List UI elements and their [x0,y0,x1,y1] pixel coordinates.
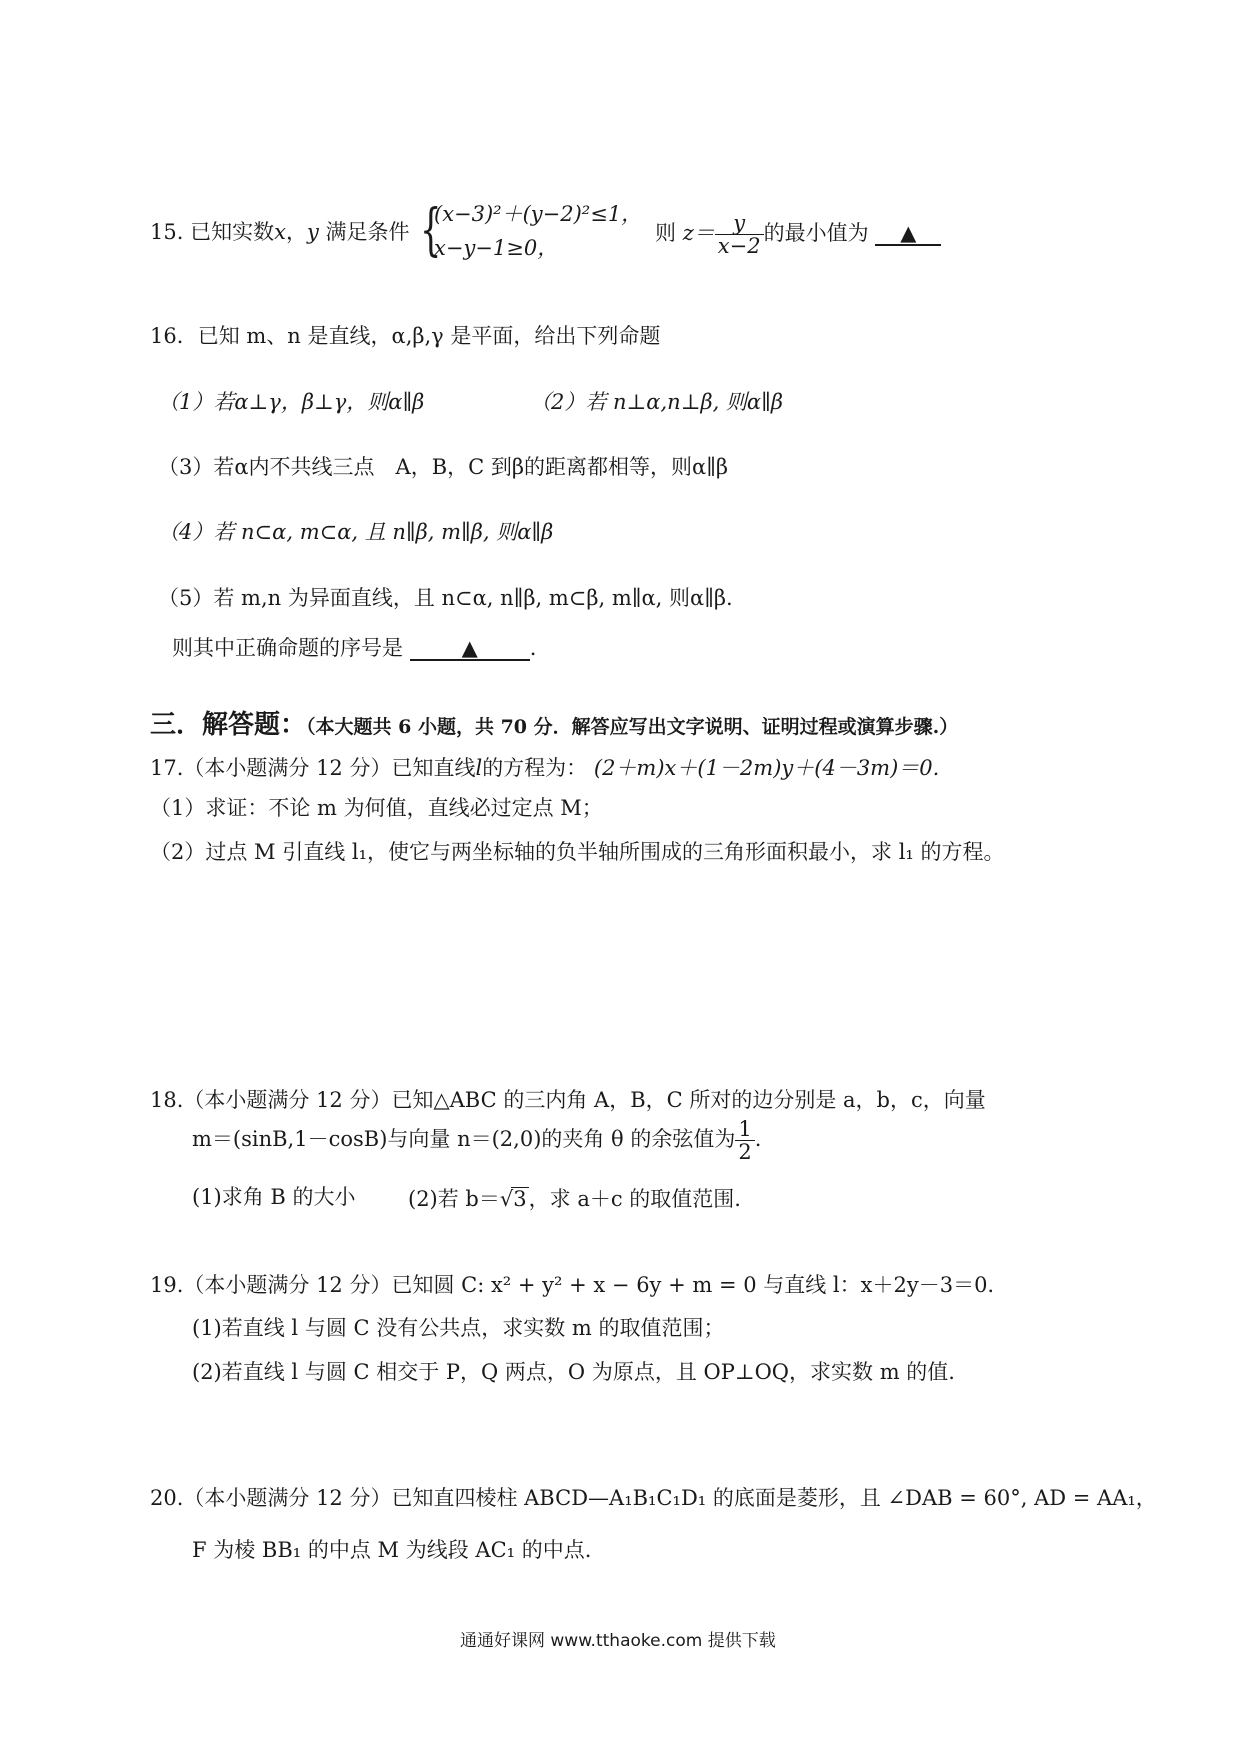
q18-part-1: (1)求角 B 的大小 [192,1185,356,1209]
q16-ask-end: . [529,636,537,660]
sqrt-icon: √ [499,1187,514,1211]
section-title: 三．解答题： [150,710,307,740]
q15-inequality-1: (x−3)²＋(y−2)²≤1， [434,202,643,226]
q15-comma: ， [285,220,307,244]
q15-cond: 满足条件 [325,220,410,244]
q15-objective [655,212,941,257]
q16-proposition-3: （3）若α内不共线三点 A，B，C 到β的距离都相等，则α∥β [158,455,729,479]
q17-equation: (2＋m)x＋(1－2m)y＋(4－3m)＝0. [593,756,940,780]
q18-frac-den: 2 [738,1140,752,1165]
q18-vector-line [192,1118,761,1163]
q17-mid: 的方程为： [482,756,588,780]
section-heading [150,712,958,738]
q17-part-1: （1）求证：不论 m 为何值，直线必过定点 M； [150,796,603,820]
q15-lead: 已知实数 [190,220,275,244]
q15-frac-den: x−2 [717,234,761,259]
q16-proposition-4: （4）若 n⊂α, m⊂α, 且 n∥β, m∥β, 则α∥β [158,520,554,544]
q18-part-2 [408,1187,741,1211]
q18-vector-end: . [754,1127,762,1152]
q16-ask-text: 则其中正确命题的序号是 [172,636,403,660]
q20-head: 20.（本小题满分 12 分）已知直四棱柱 ABCD—A₁B₁C₁D₁ 的底面是菱形，且 ∠DAB = 60°, AD = AA₁， [150,1486,1157,1510]
q16-proposition-5: （5）若 m,n 为异面直线，且 n⊂α, n∥β, m⊂β, m∥α, 则α∥β. [158,586,733,610]
q15-frac-num: y [715,212,764,235]
section-note: （本大题共 6 小题，共 70 分．解答应写出文字说明、证明过程或演算步骤.） [306,716,959,738]
q15 [150,222,410,243]
q15-fraction [715,212,764,257]
q18-fraction [735,1118,754,1163]
q18-frac-num: 1 [735,1118,754,1141]
q16-proposition-2: （2）若 n⊥α,n⊥β, 则α∥β [530,390,783,414]
q15-system [420,198,642,265]
q17-part-2: （2）过点 M 引直线 l₁，使它与两坐标轴的负半轴所围成的三角形面积最小，求 l₁ 的方程。 [150,840,1005,864]
q16-answer-blank [410,638,530,661]
q15-var-y: y [306,220,319,244]
q15-inequality-system [420,198,642,265]
q17-head [150,758,939,779]
triangle-icon: ▲ [461,636,478,660]
q19-part-2: (2)若直线 l 与圆 C 相交于 P，Q 两点，O 为原点，且 OP⊥OQ，求实数 m 的值. [192,1360,955,1384]
q15-z-eq: z＝ [682,221,715,246]
q20-part-1: F 为棱 BB₁ 的中点 M 为线段 AC₁ 的中点. [192,1538,592,1562]
q18-part-2-a: (2)若 b＝ [408,1187,500,1211]
triangle-icon: ▲ [900,221,917,246]
q16-intro: 16．已知 m、n 是直线，α,β,γ 是平面，给出下列命题 [150,324,661,348]
q19-head: 19.（本小题满分 12 分）已知圆 C: x² + y² + x − 6y + m = 0 与直线 l：x＋2y－3＝0. [150,1273,995,1297]
q18-vector-text: m＝(sinB,1－cosB)与向量 n＝(2,0)的夹角 θ 的余弦值为 [192,1127,736,1152]
q16-proposition-1: （1）若α⊥γ，β⊥γ，则α∥β [158,390,425,414]
q16-ask [172,638,536,661]
q18-part-2-b: ，求 a＋c 的取值范围. [528,1187,741,1211]
q18-head: 18.（本小题满分 12 分）已知△ABC 的三内角 A，B，C 所对的边分别是 a，b，c，向量 [150,1088,986,1112]
q17-head-text: 17.（本小题满分 12 分）已知直线 [150,756,476,780]
q15-answer-blank [875,223,941,246]
q15-inequality-2: x−y−1≥0， [434,235,559,260]
q15-number: 15. [150,220,184,244]
left-brace-icon: { [420,198,442,263]
q18-sqrt-radicand: 3 [513,1187,527,1211]
q15-then: 则 [655,221,676,246]
q19-part-1: (1)若直线 l 与圆 C 没有公共点，求实数 m 的取值范围； [192,1316,725,1340]
q17-line-l: l [475,756,483,780]
q15-tail: 的最小值为 [763,221,869,246]
page-footer: 通通好课网 www.tthaoke.com 提供下载 [460,1631,776,1651]
q15-var-x: x [274,220,286,244]
